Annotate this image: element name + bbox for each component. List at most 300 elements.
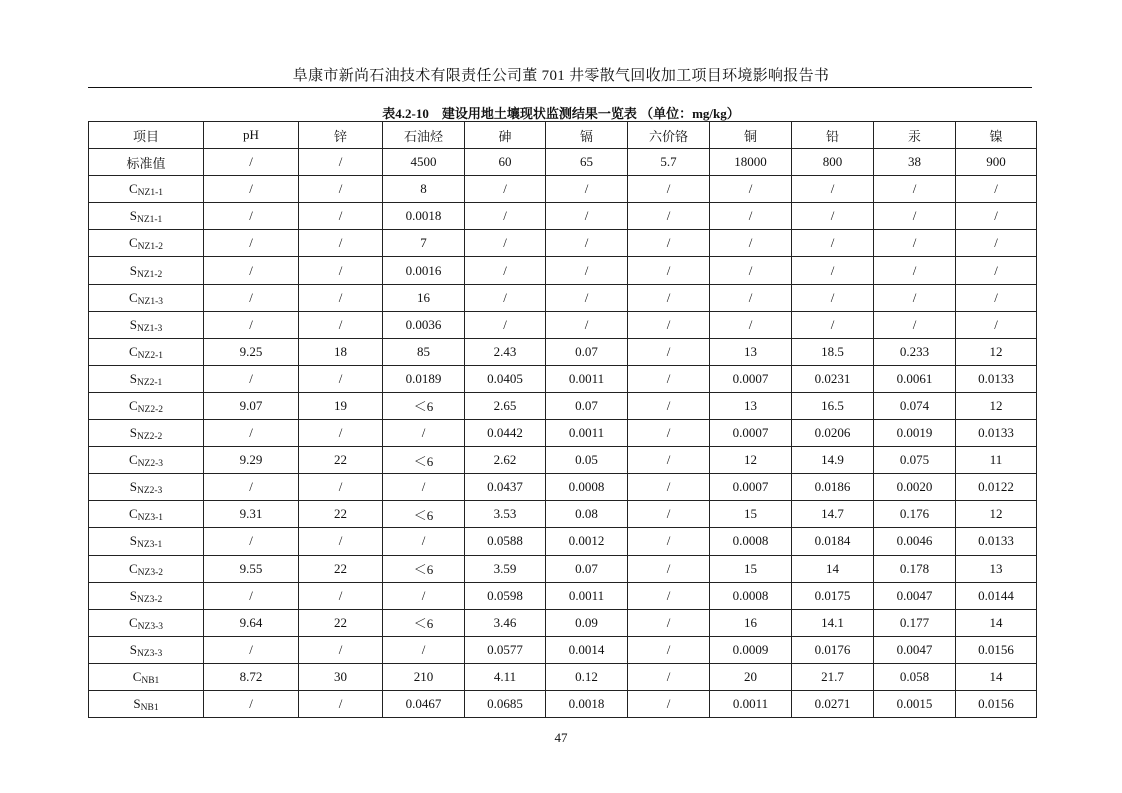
table-cell: 0.0186 (792, 474, 874, 501)
table-cell: 65 (546, 149, 628, 176)
table-cell: 18000 (710, 149, 792, 176)
table-cell: / (710, 203, 792, 230)
table-cell: 5.7 (628, 149, 710, 176)
table-cell: 0.0588 (465, 528, 546, 555)
table-cell: 0.0011 (546, 420, 628, 447)
table-cell: / (465, 311, 546, 338)
column-header: 镉 (546, 122, 628, 149)
table-cell: 0.0189 (383, 365, 465, 392)
table-cell: / (204, 230, 299, 257)
row-label-subscript: NZ1-2 (137, 242, 163, 253)
table-cell: 0.0047 (874, 636, 956, 663)
table-row (89, 609, 1037, 636)
table-cell: / (204, 203, 299, 230)
table-cell: 85 (383, 338, 465, 365)
row-label-main: S (129, 370, 137, 386)
table-cell: 0.0008 (710, 528, 792, 555)
table-cell: / (299, 203, 383, 230)
table-cell: / (299, 176, 383, 203)
row-label (89, 582, 204, 609)
table-cell: 20 (710, 663, 792, 690)
row-label-main: S (133, 696, 141, 712)
row-label-subscript: NZ2-3 (137, 459, 163, 470)
table-cell: ＜6 (383, 501, 465, 528)
column-header: pH (204, 122, 299, 149)
table-cell: 0.0133 (956, 528, 1037, 555)
table-row (89, 203, 1037, 230)
table-row (89, 447, 1037, 474)
row-label (89, 474, 204, 501)
row-label-subscript: NZ2-2 (136, 432, 163, 443)
table-cell: / (204, 365, 299, 392)
table-cell: 8 (383, 176, 465, 203)
table-caption: 表4.2-10 建设用地土壤现状监测结果一览表 （单位：mg/kg） (382, 106, 740, 121)
table-cell: 9.31 (204, 501, 299, 528)
table-row (89, 284, 1037, 311)
table-cell: / (710, 176, 792, 203)
table-cell: / (628, 420, 710, 447)
table-cell: / (299, 365, 383, 392)
column-header: 锌 (299, 122, 383, 149)
table-cell: 9.55 (204, 555, 299, 582)
table-cell: 0.0405 (465, 365, 546, 392)
table-cell: 0.07 (546, 338, 628, 365)
row-label-main: C (129, 506, 138, 522)
row-label-subscript: NZ3-1 (137, 513, 163, 524)
table-cell: 800 (792, 149, 874, 176)
table-row (89, 636, 1037, 663)
table-row (89, 663, 1037, 690)
column-header: 铜 (710, 122, 792, 149)
table-cell: / (299, 149, 383, 176)
row-label (89, 365, 204, 392)
table-cell: 0.0122 (956, 474, 1037, 501)
table-cell: 0.075 (874, 447, 956, 474)
table-cell: / (383, 582, 465, 609)
table-cell: 0.07 (546, 392, 628, 419)
table-cell: / (874, 257, 956, 284)
row-label-subscript: NZ2-1 (136, 377, 163, 388)
table-cell: / (546, 176, 628, 203)
row-label-main: C (129, 181, 138, 197)
row-label (89, 257, 204, 284)
table-cell: 9.25 (204, 338, 299, 365)
table-cell: 38 (874, 149, 956, 176)
table-cell: 3.53 (465, 501, 546, 528)
table-row (89, 501, 1037, 528)
table-cell: / (204, 176, 299, 203)
row-label (89, 392, 204, 419)
row-label-main: S (129, 479, 137, 495)
table-cell: / (874, 176, 956, 203)
table-cell: 13 (710, 338, 792, 365)
table-cell: 14 (956, 609, 1037, 636)
table-cell: / (628, 636, 710, 663)
table-cell: 19 (299, 392, 383, 419)
row-label (89, 636, 204, 663)
table-cell: 0.0008 (546, 474, 628, 501)
table-cell: / (204, 474, 299, 501)
column-header: 汞 (874, 122, 956, 149)
table-cell: / (956, 230, 1037, 257)
table-cell: 0.0014 (546, 636, 628, 663)
table-cell: / (792, 257, 874, 284)
table-cell: 11 (956, 447, 1037, 474)
table-cell: / (628, 582, 710, 609)
row-label (89, 609, 204, 636)
table-cell: 9.07 (204, 392, 299, 419)
table-cell: / (628, 690, 710, 717)
table-cell: 0.0011 (710, 690, 792, 717)
table-cell: / (792, 230, 874, 257)
table-cell: 0.0046 (874, 528, 956, 555)
row-label-main: S (129, 262, 137, 278)
row-label-subscript: NZ2-1 (137, 350, 163, 361)
row-label (89, 311, 204, 338)
table-cell: / (792, 311, 874, 338)
table-cell: 22 (299, 501, 383, 528)
table-cell: / (628, 311, 710, 338)
table-cell: / (628, 474, 710, 501)
table-row (89, 690, 1037, 717)
table-cell: 18 (299, 338, 383, 365)
table-cell: / (546, 311, 628, 338)
table-cell: 0.0012 (546, 528, 628, 555)
table-cell: 0.0019 (874, 420, 956, 447)
table-cell: / (956, 203, 1037, 230)
table-cell: / (710, 230, 792, 257)
row-label (89, 690, 204, 717)
row-label (89, 501, 204, 528)
table-cell: 14 (792, 555, 874, 582)
table-cell: 0.0184 (792, 528, 874, 555)
table-cell: / (792, 203, 874, 230)
table-cell: 3.46 (465, 609, 546, 636)
table-cell: 18.5 (792, 338, 874, 365)
table-cell: 4.11 (465, 663, 546, 690)
table-cell: 0.0175 (792, 582, 874, 609)
table-cell: / (874, 203, 956, 230)
table-cell: / (465, 203, 546, 230)
column-header: 镍 (956, 122, 1037, 149)
row-label-main: S (129, 533, 137, 549)
table-cell: / (204, 528, 299, 555)
table-cell: / (204, 257, 299, 284)
table-cell: 2.65 (465, 392, 546, 419)
table-cell: 60 (465, 149, 546, 176)
table-cell: 0.0015 (874, 690, 956, 717)
table-cell: / (299, 257, 383, 284)
table-cell: / (874, 230, 956, 257)
row-label-subscript: NZ1-1 (136, 215, 163, 226)
table-cell: 0.0271 (792, 690, 874, 717)
row-label (89, 420, 204, 447)
table-cell: 0.0020 (874, 474, 956, 501)
table-cell: / (628, 257, 710, 284)
table-row (89, 311, 1037, 338)
table-cell: 0.0442 (465, 420, 546, 447)
row-label-main: S (129, 587, 137, 603)
row-label-subscript: NZ1-1 (137, 188, 163, 199)
table-cell: / (628, 284, 710, 311)
table-cell: / (383, 636, 465, 663)
table-cell: / (299, 528, 383, 555)
row-label (89, 555, 204, 582)
table-cell: 0.0577 (465, 636, 546, 663)
table-cell: 0.12 (546, 663, 628, 690)
table-cell: 0.233 (874, 338, 956, 365)
table-cell: 0.0036 (383, 311, 465, 338)
table-cell: 0.0018 (546, 690, 628, 717)
row-label-main: C (129, 452, 138, 468)
table-cell: / (465, 257, 546, 284)
table-row (89, 338, 1037, 365)
table-cell: 16 (383, 284, 465, 311)
table-cell: / (628, 365, 710, 392)
table-cell: 0.0007 (710, 474, 792, 501)
table-cell: / (465, 176, 546, 203)
table-cell: / (628, 230, 710, 257)
table-row (89, 149, 1037, 176)
table-cell: 16.5 (792, 392, 874, 419)
table-cell: ＜6 (383, 392, 465, 419)
table-cell: / (628, 501, 710, 528)
table-cell: 0.0016 (383, 257, 465, 284)
table-cell: ＜6 (383, 555, 465, 582)
table-cell: / (546, 230, 628, 257)
column-header: 砷 (465, 122, 546, 149)
row-label (89, 663, 204, 690)
table-row (89, 474, 1037, 501)
header-row (89, 122, 1037, 149)
row-label (89, 338, 204, 365)
table-row (89, 365, 1037, 392)
table-cell: 0.0133 (956, 365, 1037, 392)
row-label-subscript: NZ1-3 (137, 296, 163, 307)
table-cell: 0.0156 (956, 636, 1037, 663)
table-cell: 0.05 (546, 447, 628, 474)
row-label-subscript: NB1 (141, 675, 160, 686)
table-cell: 16 (710, 609, 792, 636)
table-cell: 12 (956, 392, 1037, 419)
table-cell: / (628, 609, 710, 636)
table-cell: 0.0011 (546, 365, 628, 392)
table-cell: / (628, 176, 710, 203)
row-label (89, 447, 204, 474)
table-cell: / (299, 690, 383, 717)
table-cell: 0.074 (874, 392, 956, 419)
table-cell: 14.1 (792, 609, 874, 636)
table-cell: 14.9 (792, 447, 874, 474)
table-cell: 0.08 (546, 501, 628, 528)
table-cell: 9.64 (204, 609, 299, 636)
table-header (89, 122, 1037, 149)
row-label (89, 176, 204, 203)
table-row (89, 420, 1037, 447)
row-label-subscript: NZ2-2 (137, 404, 163, 415)
table-cell: 210 (383, 663, 465, 690)
table-cell: 0.0008 (710, 582, 792, 609)
table-cell: / (546, 284, 628, 311)
row-label-main: C (129, 614, 138, 630)
table-cell: / (956, 284, 1037, 311)
row-label-main: S (129, 641, 137, 657)
row-label (89, 203, 204, 230)
row-label-main: S (129, 316, 137, 332)
table-row (89, 392, 1037, 419)
table-cell: 0.0018 (383, 203, 465, 230)
table-row (89, 528, 1037, 555)
table-row (89, 555, 1037, 582)
table-cell: / (299, 636, 383, 663)
table-row (89, 582, 1037, 609)
table-cell: 14.7 (792, 501, 874, 528)
table-cell: 9.29 (204, 447, 299, 474)
row-label-main: 标准值 (126, 155, 166, 171)
table-cell: / (383, 474, 465, 501)
row-label-subscript: NZ3-3 (137, 621, 163, 632)
table-cell: 22 (299, 555, 383, 582)
table-cell: / (299, 284, 383, 311)
header-divider (88, 87, 1032, 88)
row-label-main: C (132, 668, 142, 684)
table-cell: 0.0061 (874, 365, 956, 392)
table-cell: / (710, 257, 792, 284)
row-label-subscript: NZ1-3 (136, 323, 163, 334)
row-label-subscript: NZ3-3 (136, 648, 163, 659)
table-cell: 15 (710, 501, 792, 528)
column-header: 铅 (792, 122, 874, 149)
table-cell: / (299, 230, 383, 257)
row-label-main: C (129, 397, 138, 413)
table-cell: / (299, 311, 383, 338)
table-cell: 900 (956, 149, 1037, 176)
column-header: 六价铬 (628, 122, 710, 149)
table-row (89, 176, 1037, 203)
row-label-main: C (129, 560, 138, 576)
table-cell: 3.59 (465, 555, 546, 582)
table-cell: 12 (956, 338, 1037, 365)
row-label-main: C (129, 235, 138, 251)
table-cell: 0.0206 (792, 420, 874, 447)
table-cell: ＜6 (383, 609, 465, 636)
table-cell: 0.0007 (710, 420, 792, 447)
table-cell: / (299, 474, 383, 501)
row-label-main: C (129, 343, 138, 359)
row-label (89, 284, 204, 311)
table-cell: / (628, 203, 710, 230)
table-cell: 2.43 (465, 338, 546, 365)
table-cell: / (383, 420, 465, 447)
table-cell: 0.176 (874, 501, 956, 528)
table-cell: 0.07 (546, 555, 628, 582)
table-cell: / (628, 555, 710, 582)
table-cell: ＜6 (383, 447, 465, 474)
table-cell: / (874, 311, 956, 338)
table-cell: 0.0133 (956, 420, 1037, 447)
table-cell: 0.0685 (465, 690, 546, 717)
table-cell: / (299, 420, 383, 447)
table-cell: / (204, 311, 299, 338)
table-cell: 0.0009 (710, 636, 792, 663)
row-label (89, 149, 204, 176)
table-cell: 0.0176 (792, 636, 874, 663)
table-cell: 15 (710, 555, 792, 582)
soil-monitoring-table (88, 121, 1037, 718)
row-label (89, 230, 204, 257)
table-cell: 7 (383, 230, 465, 257)
table-cell: 0.0007 (710, 365, 792, 392)
table-cell: / (710, 311, 792, 338)
table-cell: 13 (956, 555, 1037, 582)
table-cell: 8.72 (204, 663, 299, 690)
column-header: 项目 (89, 122, 204, 149)
table-row (89, 230, 1037, 257)
table-cell: / (956, 311, 1037, 338)
table-body (89, 149, 1037, 718)
row-label-main: S (129, 425, 137, 441)
column-header: 石油烃 (383, 122, 465, 149)
page-number: 47 (554, 730, 568, 745)
table-cell: / (710, 284, 792, 311)
row-label-subscript: NZ2-3 (136, 486, 163, 497)
row-label (89, 528, 204, 555)
table-cell: 30 (299, 663, 383, 690)
table-cell: / (204, 636, 299, 663)
table-cell: / (204, 420, 299, 447)
table-cell: / (465, 284, 546, 311)
table-cell: / (546, 203, 628, 230)
table-row (89, 257, 1037, 284)
table-cell: 21.7 (792, 663, 874, 690)
row-label-main: C (129, 289, 138, 305)
table-cell: 0.0156 (956, 690, 1037, 717)
table-cell: / (628, 663, 710, 690)
document-header-title: 阜康市新尚石油技术有限责任公司董 701 井零散气回收加工项目环境影响报告书 (292, 68, 830, 84)
row-label-main: S (129, 208, 137, 224)
row-label-subscript: NZ3-1 (136, 540, 163, 551)
table-cell: 12 (956, 501, 1037, 528)
table-cell: 4500 (383, 149, 465, 176)
row-label-subscript: NZ3-2 (137, 567, 163, 578)
row-label-subscript: NZ3-2 (136, 594, 163, 605)
row-label-subscript: NB1 (140, 703, 159, 714)
table-cell: 0.0467 (383, 690, 465, 717)
table-cell: / (204, 149, 299, 176)
table-cell: 0.058 (874, 663, 956, 690)
table-cell: / (383, 528, 465, 555)
table-cell: / (628, 447, 710, 474)
table-cell: 0.0047 (874, 582, 956, 609)
table-cell: 0.09 (546, 609, 628, 636)
table-cell: / (204, 690, 299, 717)
table-cell: 0.0437 (465, 474, 546, 501)
table-cell: 22 (299, 447, 383, 474)
table-cell: / (546, 257, 628, 284)
table-cell: 0.0598 (465, 582, 546, 609)
table-cell: 12 (710, 447, 792, 474)
table-cell: / (465, 230, 546, 257)
table-cell: / (792, 284, 874, 311)
table-cell: / (628, 528, 710, 555)
table-cell: / (628, 392, 710, 419)
table-cell: / (956, 176, 1037, 203)
table-cell: 0.0011 (546, 582, 628, 609)
table-cell: / (628, 338, 710, 365)
table-cell: / (204, 284, 299, 311)
table-cell: 0.0231 (792, 365, 874, 392)
table-cell: / (299, 582, 383, 609)
